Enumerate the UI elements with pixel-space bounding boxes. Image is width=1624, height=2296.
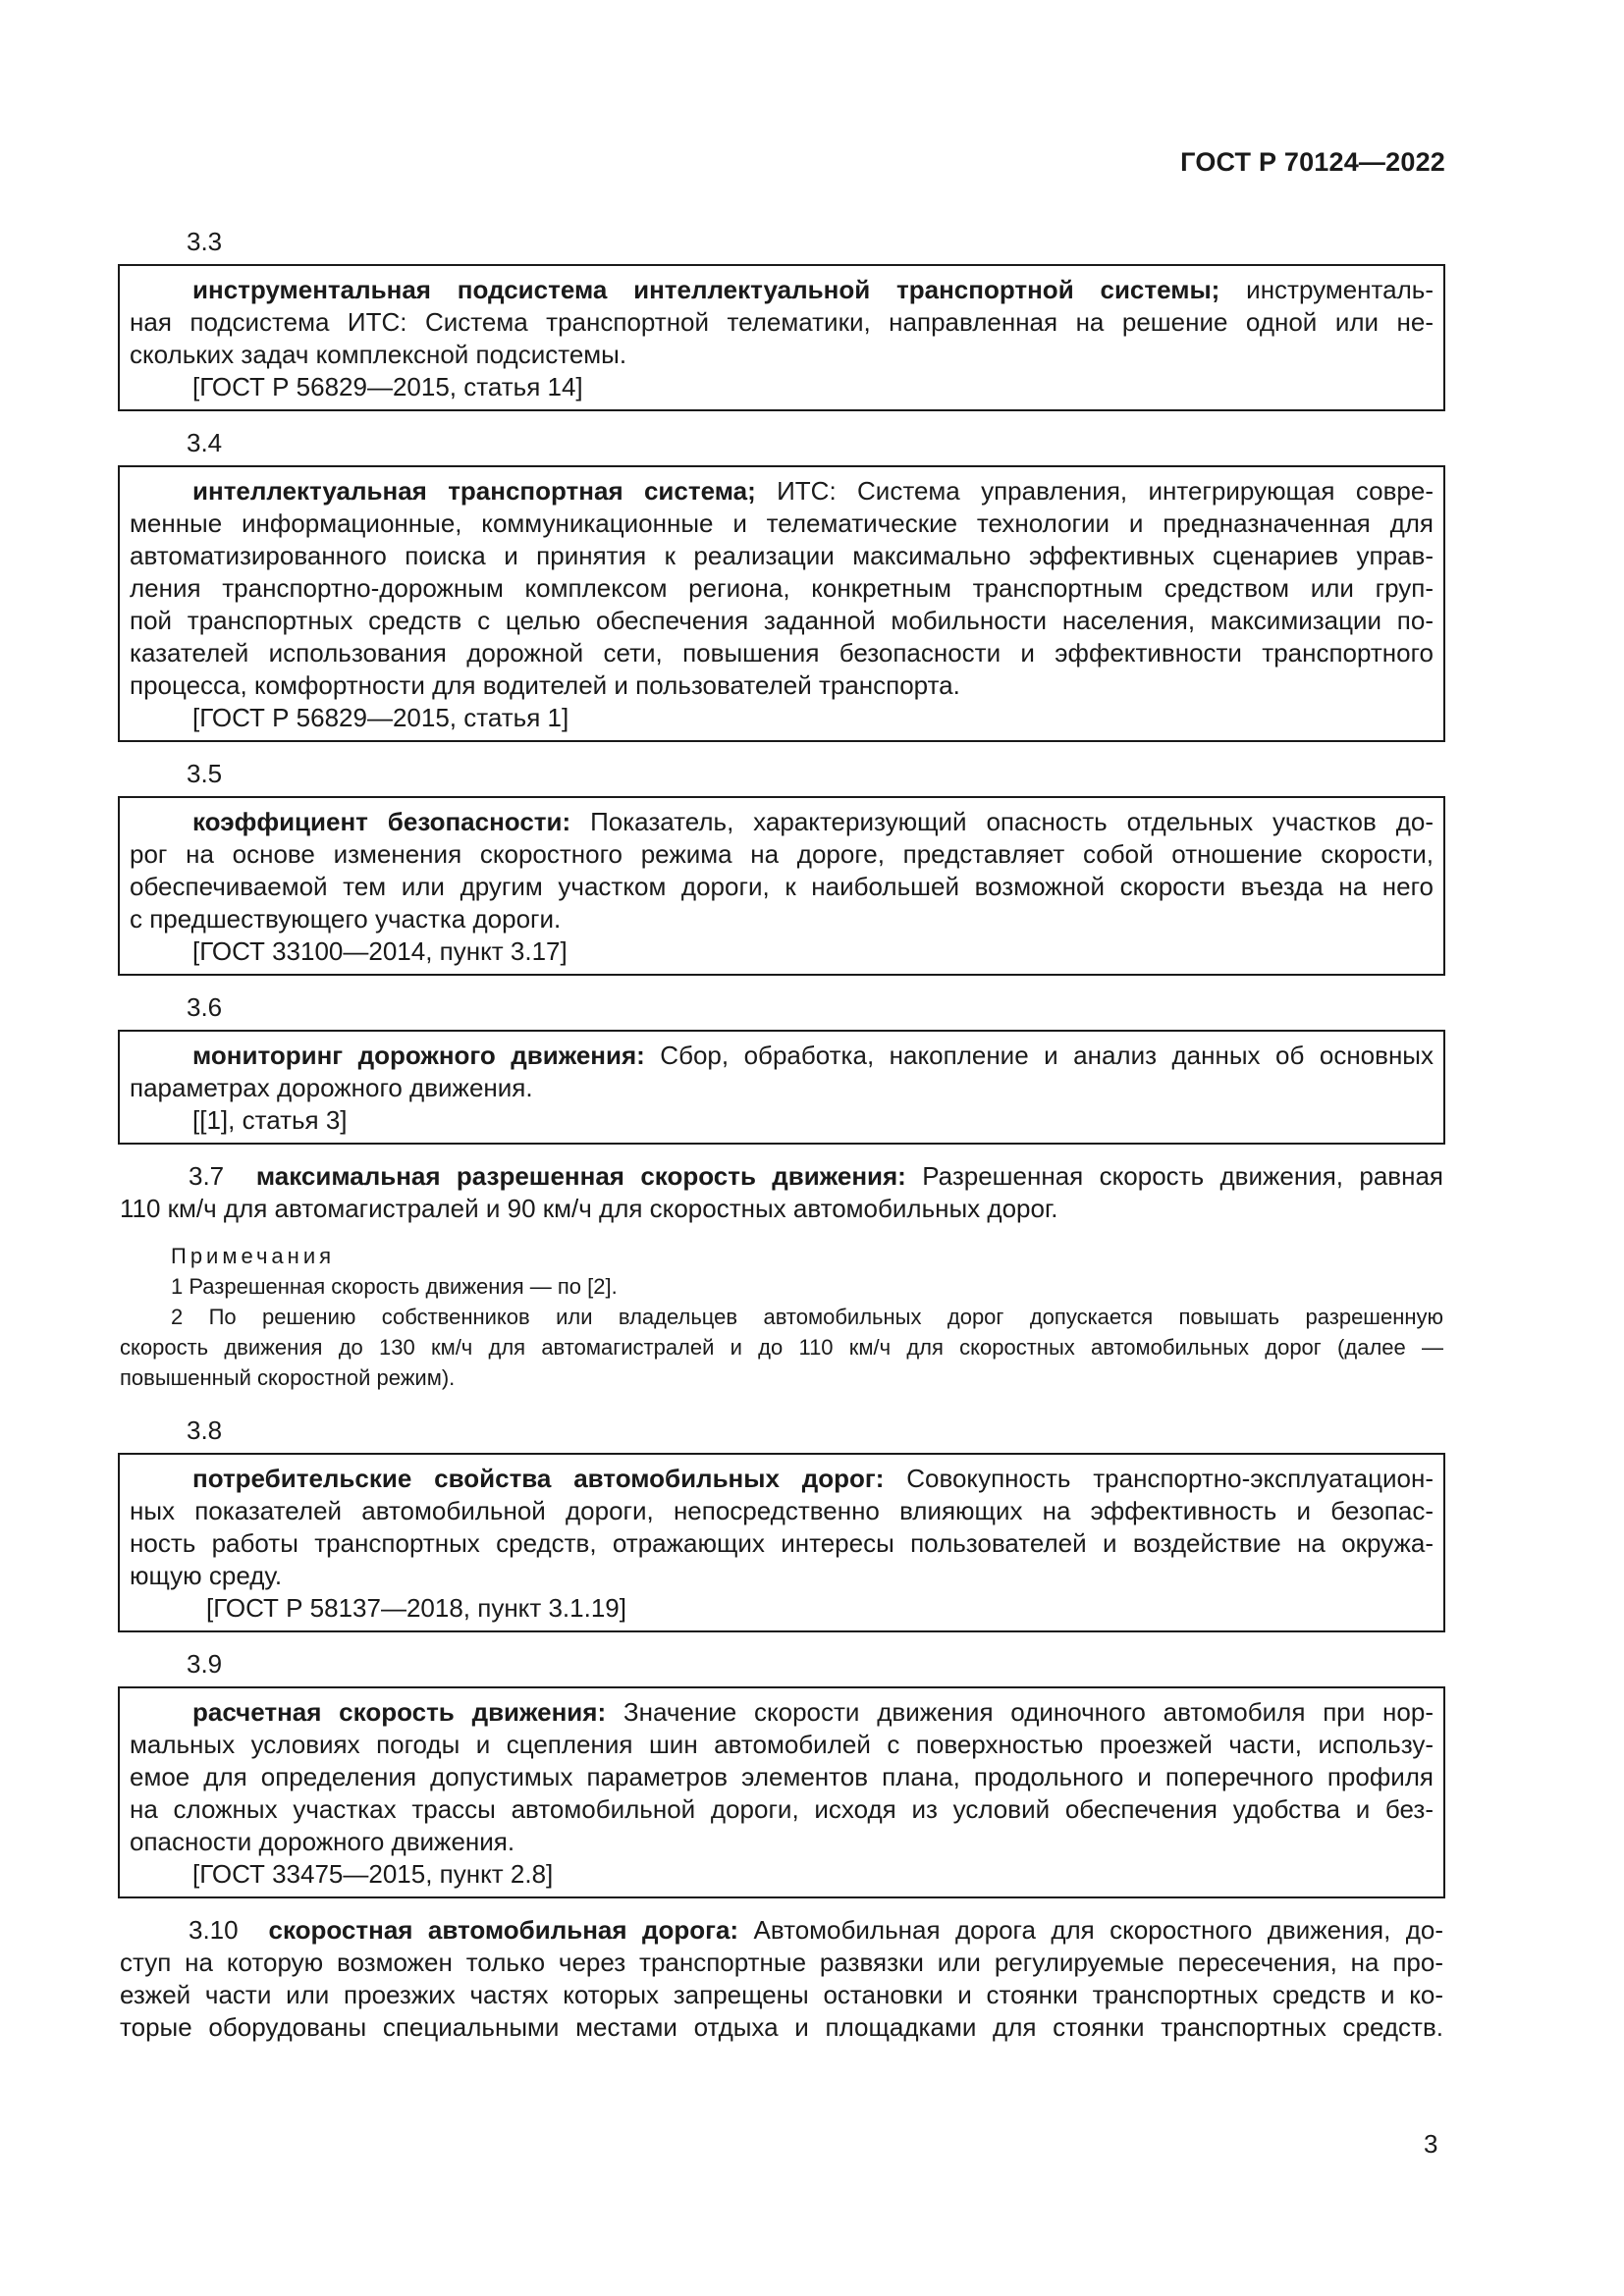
term-definition-box: мониторинг дорожного движения: Сбор, обработка, накопление и анализ данных об основных параметрах дорожного движения. [[1], статья 3] [118, 1030, 1445, 1145]
note-item: 1 Разрешенная скорость движения — по [2]. [171, 1274, 618, 1299]
term-number: 3.6 [187, 992, 223, 1022]
term-name: инструментальная подсистема интеллектуальной транспортной системы; [192, 275, 1220, 304]
term-source: [ГОСТ 33100—2014, пункт 3.17] [192, 936, 568, 966]
term-source: [ГОСТ 33475—2015, пункт 2.8] [192, 1859, 554, 1889]
term-number: 3.10 [189, 1915, 239, 1945]
note-item: 2 По решению собственников или владельцев автомобильных дорог допускается повышать разрешенную [171, 1305, 1443, 1329]
notes-heading: Примечания [171, 1244, 336, 1268]
term-name: расчетная скорость движения: [192, 1697, 607, 1727]
term-number: 3.7 [189, 1161, 225, 1191]
term-definition-box: расчетная скорость движения: Значение скорости движения одиночного автомобиля при нор- мальных условиях погоды и сцепления шин автомобилей с поверхностью проезжей части, использу- емое для определения допустимых параметров элементов плана, продольного и поперечного профиля на сложных участках трассы автомобильной дороги, исходя из условий обеспечения удобства и без- опасности дорожного движения. [ГОСТ 33475—2015, пункт 2.8] [118, 1686, 1445, 1898]
term-number: 3.3 [187, 227, 223, 256]
term-number: 3.9 [187, 1649, 223, 1679]
term-source: [ГОСТ Р 56829—2015, статья 14] [192, 372, 583, 401]
term-paragraph: 3.10 скоростная автомобильная дорога: Автомобильная дорога для скоростного движения, до- ступ на которую возможен только через транспортные развязки или регулируемые пересечения, на про- езжей части или проезжих частях которых запрещены остановки и стоянки транспортных средств и ко- торые оборудованы специальными местами отдыха и площадками для стоянки транспортных средств. [120, 1915, 1444, 2042]
term-definition-box: коэффициент безопасности: Показатель, характеризующий опасность отдельных участков до- рог на основе изменения скоростного режима на дороге, представляет собой отношение скорости, обеспечиваемой тем или другим участком дороги, к наибольшей возможной скорости въезда на него с предшествующего участка дороги. [ГОСТ 33100—2014, пункт 3.17] [118, 796, 1445, 976]
term-definition-box: потребительские свойства автомобильных дорог: Совокупность транспортно-эксплуатацион- ных показателей автомобильной дороги, непосредственно влияющих на эффективность и безопас- ность работы транспортных средств, отражающих интересы пользователей и воздействие на окружа- ющую среду. [ГОСТ Р 58137—2018, пункт 3.1.19] [118, 1453, 1445, 1632]
term-name: скоростная автомобильная дорога: [268, 1915, 739, 1945]
term-name: потребительские свойства автомобильных дорог: [192, 1464, 885, 1493]
notes-block: Примечания 1 Разрешенная скорость движения — по [2]. 2 По решению собственников или владельцев автомобильных дорог допускается повышать разрешенную скорость движения до 130 км/ч для автомагистралей и до 110 км/ч для скоростных автомобильных дорог (далее — повышенный скоростной режим). [118, 1241, 1445, 1393]
term-paragraph: 3.7 максимальная разрешенная скорость движения: Разрешенная скорость движения, равная 110 км/ч для автомагистралей и 90 км/ч для скоростных автомобильных дорог. [120, 1161, 1444, 1223]
term-name: коэффициент безопасности: [192, 807, 571, 836]
term-name: максимальная разрешенная скорость движения: [255, 1161, 906, 1191]
term-source: [ГОСТ Р 56829—2015, статья 1] [192, 703, 569, 732]
page-content [118, 226, 1445, 2059]
term-source: [[1], статья 3] [192, 1105, 348, 1135]
term-number: 3.8 [187, 1415, 223, 1445]
term-number: 3.5 [187, 759, 223, 788]
term-name: мониторинг дорожного движения: [192, 1041, 645, 1070]
term-number: 3.4 [187, 428, 223, 457]
page-number: 3 [1424, 2129, 1438, 2159]
term-source: [ГОСТ Р 58137—2018, пункт 3.1.19] [206, 1593, 626, 1623]
term-definition-box: интеллектуальная транспортная система; ИТС: Система управления, интегрирующая совре- менные информационные, коммуникационные и телематические технологии и предназначенная для автоматизированного поиска и принятия к реализации максимально эффективных сценариев управ- ления транспортно-дорожным комплексом региона, конкретным транспортным средством или груп- пой транспортных средств с целью обеспечения заданной мобильности населения, максимизации по- казателей использования дорожной сети, повышения безопасности и эффективности транспортного процесса, комфортности для водителей и пользователей транспорта. [ГОСТ Р 56829—2015, статья 1] [118, 465, 1445, 742]
term-definition-box: инструментальная подсистема интеллектуальной транспортной системы; инструменталь- ная подсистема ИТС: Система транспортной телематики, направленная на решение одной или не- скольких задач комплексной подсистемы. [ГОСТ Р 56829—2015, статья 14] [118, 264, 1445, 411]
document-code: ГОСТ Р 70124—2022 [1180, 147, 1445, 177]
term-name: интеллектуальная транспортная система; [192, 476, 756, 506]
